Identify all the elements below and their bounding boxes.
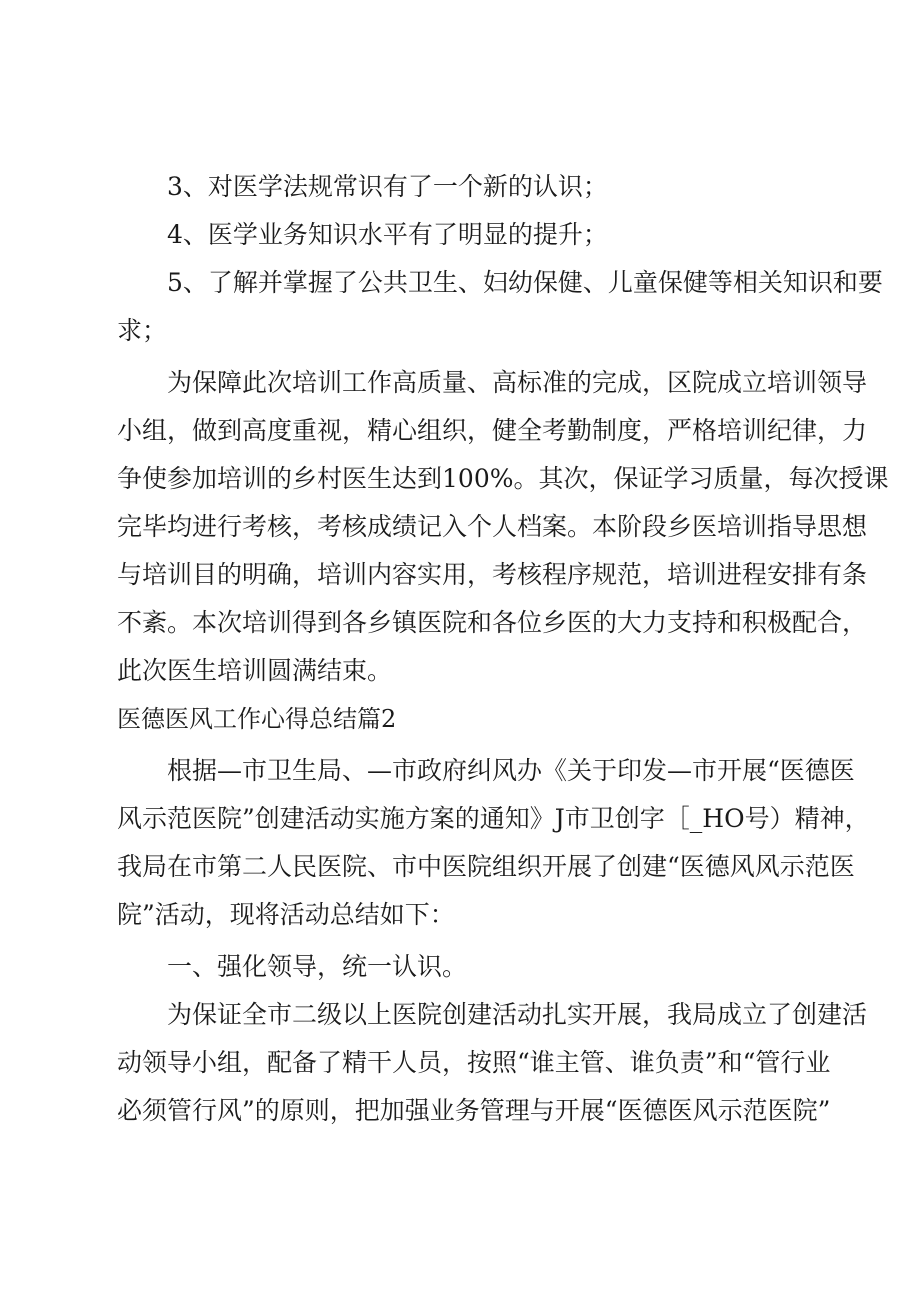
paragraph-line: 此次医生培训圆满结束。	[117, 656, 393, 685]
paragraph-line: 小组，做到高度重视，精心组织，健全考勤制度，严格培训纪律，力	[117, 416, 868, 445]
paragraph-line: 为保障此次培训工作高质量、高标准的完成，区院成立培训领导	[167, 368, 868, 397]
paragraph-line: 与培训目的明确，培训内容实用，考核程序规范，培训进程安排有条	[117, 560, 868, 589]
paragraph-line: 风示范医院”创建活动实施方案的通知》J市卫创字［_HO号）精神，	[117, 804, 870, 833]
paragraph-line: 我局在市第二人民医院、市中医院组织开展了创建“医德风风示范医	[117, 852, 855, 881]
paragraph-line: 必须管行风”的原则，把加强业务管理与开展“医德医风示范医院”	[117, 1096, 831, 1125]
paragraph-line: 为保证全市二级以上医院创建活动扎实开展，我局成立了创建活	[167, 1000, 868, 1029]
section-title: 医德医风工作心得总结篇2	[117, 705, 397, 733]
paragraph-line: 完毕均进行考核，考核成绩记入个人档案。本阶段乡医培训指导思想	[117, 512, 868, 541]
paragraph-line: 根据—市卫生局、—市政府纠风办《关于印发—市开展“医德医	[167, 756, 855, 785]
paragraph-line: 动领导小组，配备了精干人员，按照“谁主管、谁负责”和“管行业	[117, 1048, 831, 1077]
list-item-5-continued: 求；	[117, 316, 168, 345]
subheading: 一、强化领导，统一认识。	[167, 952, 468, 981]
paragraph-line: 不紊。本次培训得到各乡镇医院和各位乡医的大力支持和积极配合，	[117, 608, 868, 637]
list-item-5: 5、了解并掌握了公共卫生、妇幼保健、儿童保健等相关知识和要	[167, 268, 883, 297]
paragraph-line: 院”活动，现将活动总结如下：	[117, 900, 455, 929]
paragraph-line: 争使参加培训的乡村医生达到100%。其次，保证学习质量，每次授课	[117, 464, 889, 493]
list-item-3: 3、对医学法规常识有了一个新的认识；	[167, 172, 608, 201]
list-item-4: 4、医学业务知识水平有了明显的提升；	[167, 220, 608, 249]
